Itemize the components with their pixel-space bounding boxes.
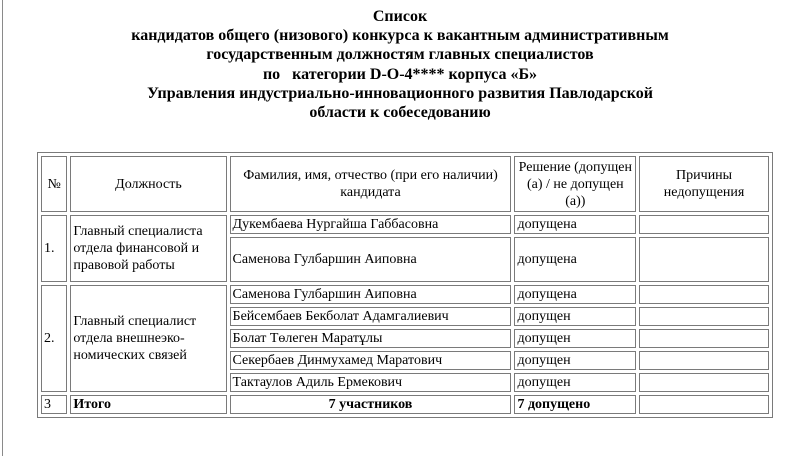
candidate-decision: допущен — [514, 307, 636, 326]
header-reasons: Причины недопущения — [639, 156, 769, 212]
heading-title: Список — [372, 8, 428, 25]
header-decision — [514, 156, 636, 212]
candidate-reason — [639, 373, 769, 392]
total-num: 3 — [41, 395, 67, 414]
header-position: Должность — [70, 156, 226, 212]
heading-line: государственным должностям главных специалистов — [206, 46, 594, 64]
header-decision-text: Решение (допущен (а) / не допущен (а)) — [518, 159, 632, 209]
heading-line: кандидатов общего (низового) конкурса к вакантным административным — [131, 27, 669, 45]
candidate-reason — [639, 215, 769, 234]
candidate-name: Саменова Гулбаршин Аиповна — [230, 237, 512, 282]
group-position: Главный специалиста отдела финансовой и правовой работы — [70, 215, 226, 282]
table-row — [41, 285, 769, 304]
total-admitted: 7 допущено — [514, 395, 636, 414]
candidate-name: Саменова Гулбаршин Аиповна — [230, 285, 512, 304]
candidate-decision: допущен — [514, 373, 636, 392]
candidates-table — [37, 152, 773, 418]
candidate-reason — [639, 351, 769, 370]
total-row — [41, 395, 769, 414]
group-position: Главный специалист отдела внешнеэко-номических связей — [70, 285, 226, 392]
table-row — [41, 215, 769, 234]
candidate-reason — [639, 285, 769, 304]
candidate-decision: допущена — [514, 285, 636, 304]
total-label: Итого — [70, 395, 226, 414]
candidate-decision: допущен — [514, 329, 636, 348]
header-num: № — [41, 156, 67, 212]
candidate-reason — [639, 329, 769, 348]
heading-line: Управления индустриально-инновационного развития Павлодарской — [147, 84, 653, 102]
candidate-reason — [639, 307, 769, 326]
total-reason — [639, 395, 769, 414]
candidate-reason — [639, 237, 769, 282]
header-name: Фамилия, имя, отчество (при его наличии) кандидата — [230, 156, 512, 212]
candidate-name: Бейсембаев Бекболат Адамгалиевич — [230, 307, 512, 326]
total-participants: 7 участников — [230, 395, 512, 414]
heading-line: по категории D-O-4**** корпуса «Б» — [262, 65, 538, 83]
candidate-name: Дукембаева Нургайша Габбасовна — [230, 215, 512, 234]
document-heading — [0, 7, 800, 122]
candidate-decision: допущен — [514, 351, 636, 370]
candidate-decision: допущена — [514, 237, 636, 282]
candidate-name: Болат Төлеген Маратұлы — [230, 329, 512, 348]
candidate-name: Тактаулов Адиль Ермекович — [230, 373, 512, 392]
candidate-decision: допущена — [514, 215, 636, 234]
group-num: 1. — [41, 215, 67, 282]
heading-line: области к собеседованию — [309, 104, 491, 122]
candidate-name: Секербаев Динмухамед Маратович — [230, 351, 512, 370]
group-num: 2. — [41, 285, 67, 392]
table-header-row — [41, 156, 769, 212]
